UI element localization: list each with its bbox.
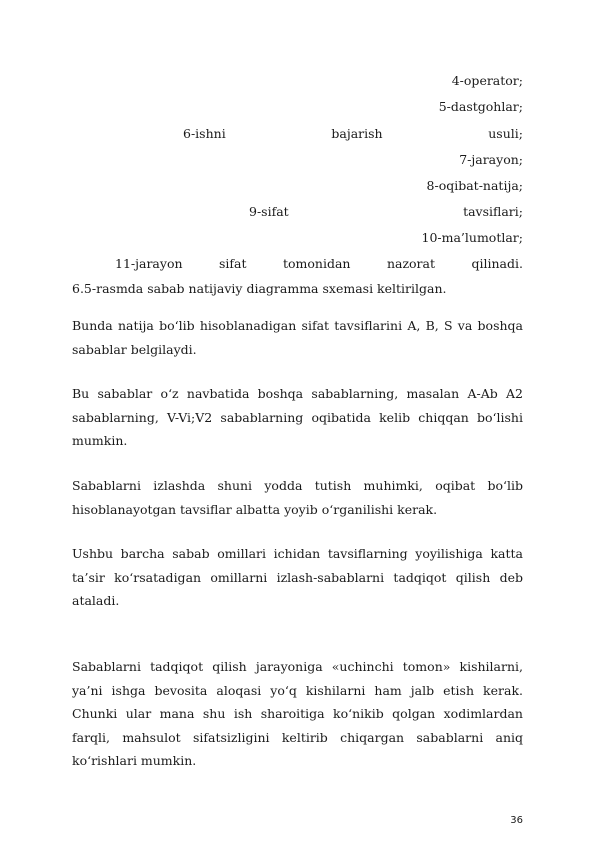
figure-caption: 6.5-rasmda sabab natijaviy diagramma sxemasi keltirilgan. — [72, 281, 447, 296]
list-item-4: 4-operator; — [451, 73, 523, 88]
list-item-11-word: 11-jarayon — [115, 256, 183, 271]
paragraph: Ushbu barcha sabab omillari ichidan tavsiflarning yoyilishiga katta ta’sir ko‘rsatadigan omillarni izlash-sabablarni tadqiqot qilish deb ataladi. — [72, 546, 523, 608]
list-item-11-word: sifat — [219, 256, 247, 271]
list-item-11 — [115, 256, 523, 272]
paragraph: Bunda natija bo‘lib hisoblanadigan sifat tavsiflarini A, B, S va boshqa sabablar belgilaydi. — [72, 318, 523, 357]
list-item-6 — [183, 126, 523, 142]
list-item-6-word: 6-ishni — [183, 126, 226, 141]
list-item-10: 10-ma’lumotlar; — [421, 230, 523, 245]
list-item-8: 8-oqibat-natija; — [426, 178, 523, 193]
list-item-9-word: 9-sifat — [249, 204, 289, 219]
list-item-9 — [249, 204, 523, 220]
list-item-11-word: nazorat — [386, 256, 436, 271]
list-item-5: 5-dastgohlar; — [438, 99, 523, 114]
page-number: 36 — [510, 815, 523, 826]
list-item-6-word: bajarish — [331, 126, 383, 141]
list-item-11-word: tomonidan — [282, 256, 351, 271]
paragraph: Sabablarni tadqiqot qilish jarayoniga «uchinchi tomon» kishilarni, ya’ni ishga bevosita aloqasi yo‘q kishilarni ham jalb etish kerak. Chunki ular mana shu ish sharoitiga ko‘nikib qolgan xodimlardan farqli, mahsulot sifatsizligini keltirib chiqargan sabablarni aniq ko‘rishlari mumkin. — [72, 659, 523, 768]
list-item-9-word: tavsiflari; — [463, 204, 523, 219]
list-item-7: 7-jarayon; — [459, 152, 523, 167]
paragraph: Bu sabablar o‘z navbatida boshqa sabablarning, masalan A-Ab A2 sabablarning, V-Vi;V2 sabablarning oqibatida kelib chiqqan bo‘lishi mumkin. — [72, 386, 523, 448]
paragraph: Sabablarni izlashda shuni yodda tutish muhimki, oqibat bo‘lib hisoblanayotgan tavsiflar albatta yoyib o‘rganilishi kerak. — [72, 478, 523, 517]
list-item-6-word: usuli; — [488, 126, 523, 141]
list-item-11-word: qilinadi. — [471, 256, 523, 271]
